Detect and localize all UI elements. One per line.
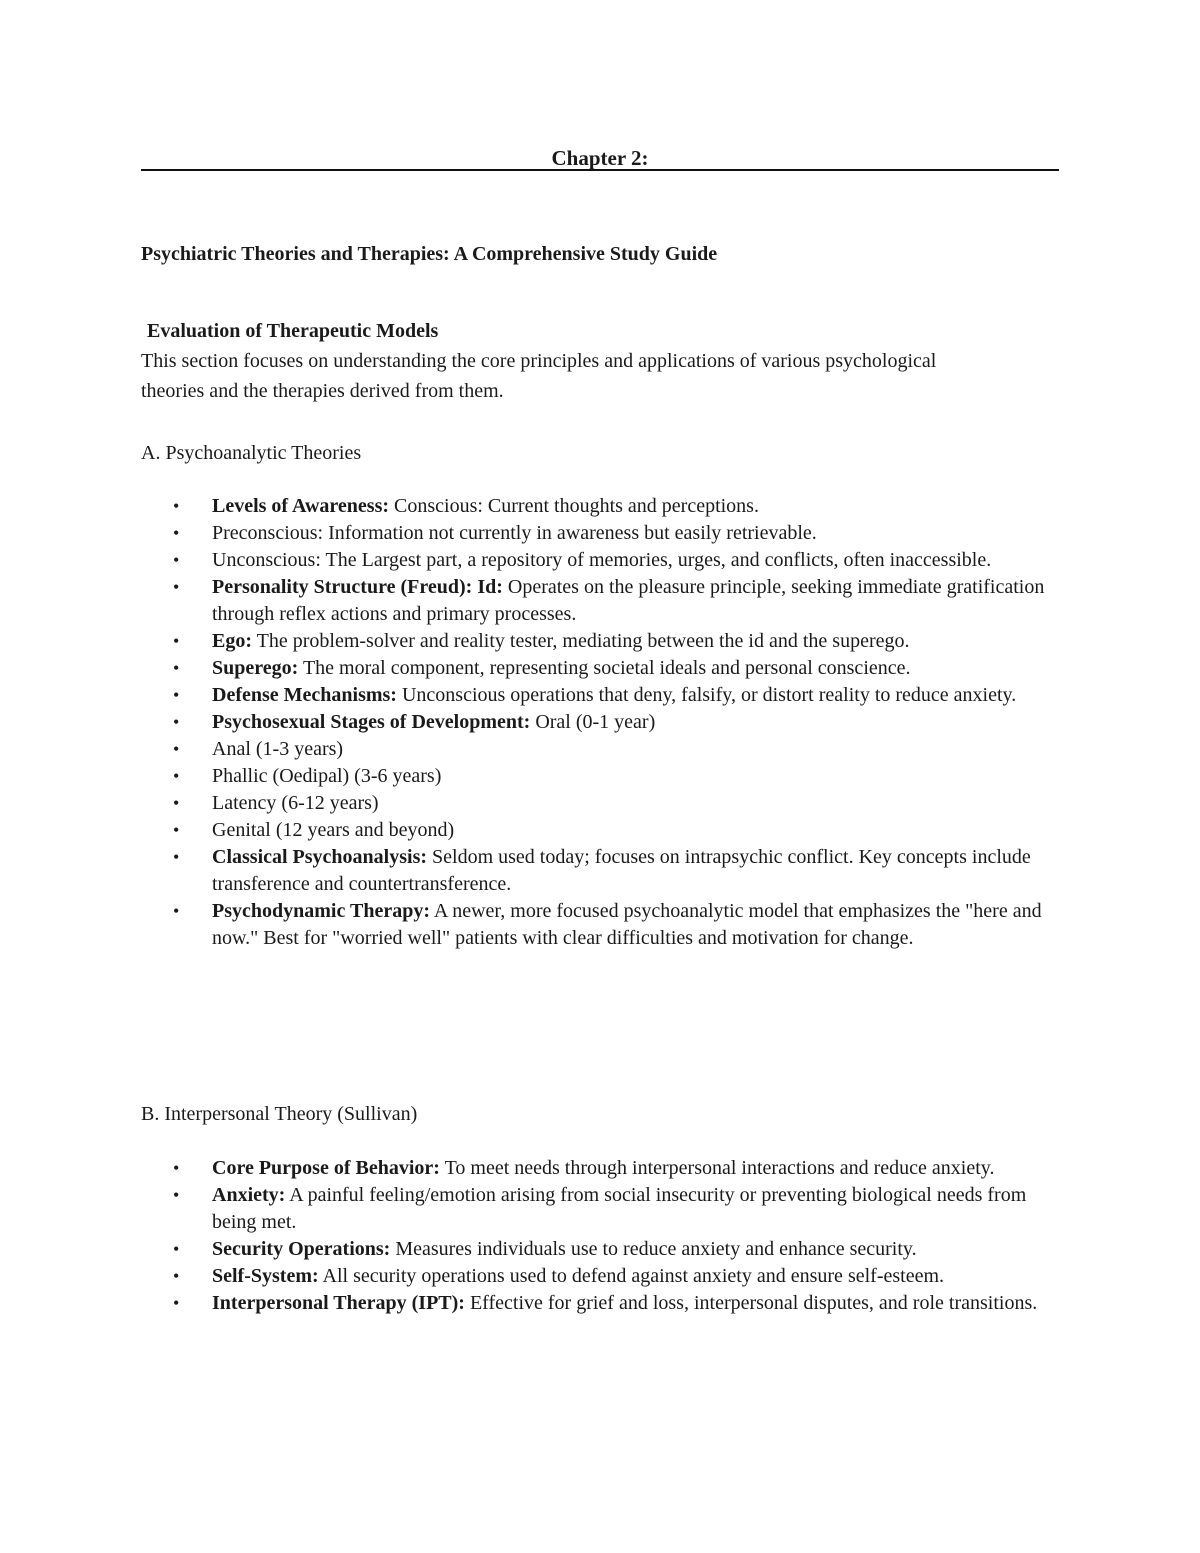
list-item-text: Genital (12 years and beyond): [212, 819, 455, 841]
bullet-icon: •: [173, 1266, 180, 1286]
list-item: [141, 682, 1059, 709]
list-item: [141, 1263, 1059, 1290]
section-intro: This section focuses on understanding the core principles and applications of various psychological theories and the therapies derived from them.: [141, 350, 937, 402]
list-item-text: Oral (0-1 year): [530, 711, 656, 733]
bullet-icon: •: [173, 1185, 180, 1205]
list-item-term: Ego:: [212, 630, 252, 652]
list-item: [141, 763, 1059, 790]
list-item-text: Anal (1-3 years): [212, 738, 344, 760]
bullet-icon: •: [173, 685, 180, 705]
bullet-icon: •: [173, 766, 180, 786]
bullet-icon: •: [173, 523, 180, 543]
bullet-icon: •: [173, 577, 180, 597]
list-item-term: Core Purpose of Behavior:: [212, 1157, 440, 1179]
list-item: [141, 1155, 1059, 1182]
bullet-icon: •: [173, 901, 180, 921]
list-item-text: The moral component, representing societal ideals and personal conscience.: [298, 657, 911, 679]
section-heading: Evaluation of Therapeutic Models: [147, 320, 439, 342]
list-item-text: Unconscious operations that deny, falsify, or distort reality to reduce anxiety.: [396, 684, 1017, 706]
list-item: [141, 1182, 1059, 1236]
list-item: [141, 547, 1059, 574]
list-item-text: Effective for grief and loss, interpersonal disputes, and role transitions.: [464, 1292, 1038, 1314]
list-item: [141, 520, 1059, 547]
list-item: [141, 1236, 1059, 1263]
list-item: [141, 655, 1059, 682]
part-b-heading: B. Interpersonal Theory (Sullivan): [141, 1103, 418, 1125]
list-item: [141, 574, 1059, 628]
chapter-title: Chapter 2:: [551, 146, 649, 170]
list-item-term: Interpersonal Therapy (IPT):: [212, 1292, 465, 1314]
list-item-text: Measures individuals use to reduce anxiety and enhance security.: [390, 1238, 917, 1260]
list-item-text: Phallic (Oedipal) (3-6 years): [212, 765, 442, 787]
document-title: Psychiatric Theories and Therapies: A Comprehensive Study Guide: [141, 243, 718, 265]
list-item-term: Psychodynamic Therapy:: [212, 900, 430, 922]
list-item-term: Security Operations:: [212, 1238, 391, 1260]
list-item: [141, 493, 1059, 520]
list-item: [141, 817, 1059, 844]
bullet-icon: •: [173, 631, 180, 651]
bullet-icon: •: [173, 658, 180, 678]
bullet-icon: •: [173, 712, 180, 732]
bullet-icon: •: [173, 793, 180, 813]
list-item: [141, 709, 1059, 736]
bullet-icon: •: [173, 820, 180, 840]
list-item-text: A newer, more focused psychoanalytic model that emphasizes the "here and now." Best for "worried well" patients with clear difficulties and motivation for change.: [212, 900, 1042, 949]
list-item-term: Levels of Awareness:: [212, 495, 390, 517]
list-item-term: Anxiety:: [212, 1184, 286, 1206]
bullet-icon: •: [173, 1293, 180, 1313]
part-a-heading: A. Psychoanalytic Theories: [141, 442, 362, 464]
list-item-text: The problem-solver and reality tester, mediating between the id and the superego.: [252, 630, 910, 652]
list-item: [141, 736, 1059, 763]
list-item-text: Conscious: Current thoughts and perceptions.: [389, 495, 759, 517]
part-b-list: [141, 1155, 1059, 1317]
list-item-term: Classical Psychoanalysis:: [212, 846, 428, 868]
list-item-text: Operates on the pleasure principle, seeking immediate gratification through reflex actions and primary processes.: [212, 576, 1045, 625]
list-item-term: Personality Structure (Freud): Id:: [212, 576, 503, 598]
list-item: [141, 898, 1059, 952]
list-item-term: Superego:: [212, 657, 299, 679]
bullet-icon: •: [173, 1239, 180, 1259]
part-a-list: [141, 493, 1059, 952]
bullet-icon: •: [173, 847, 180, 867]
list-item-text: Preconscious: Information not currently in awareness but easily retrievable.: [212, 522, 817, 544]
list-item-text: Unconscious: The Largest part, a repository of memories, urges, and conflicts, often inaccessible.: [212, 549, 992, 571]
bullet-icon: •: [173, 496, 180, 516]
list-item-text: To meet needs through interpersonal interactions and reduce anxiety.: [439, 1157, 995, 1179]
list-item: [141, 844, 1059, 898]
list-item: [141, 628, 1059, 655]
list-item-text: All security operations used to defend against anxiety and ensure self-esteem.: [318, 1265, 945, 1287]
list-item-term: Self-System:: [212, 1265, 319, 1287]
list-item-text: A painful feeling/emotion arising from social insecurity or preventing biological needs from being met.: [212, 1184, 1027, 1233]
bullet-icon: •: [173, 739, 180, 759]
list-item: [141, 790, 1059, 817]
list-item-term: Defense Mechanisms:: [212, 684, 397, 706]
bullet-icon: •: [173, 550, 180, 570]
list-item: [141, 1290, 1059, 1317]
bullet-icon: •: [173, 1158, 180, 1178]
list-item-term: Psychosexual Stages of Development:: [212, 711, 531, 733]
title-rule: [141, 169, 1059, 171]
list-item-text: Seldom used today; focuses on intrapsychic conflict. Key concepts include transference and countertransference.: [212, 846, 1031, 895]
list-item-text: Latency (6-12 years): [212, 792, 379, 814]
